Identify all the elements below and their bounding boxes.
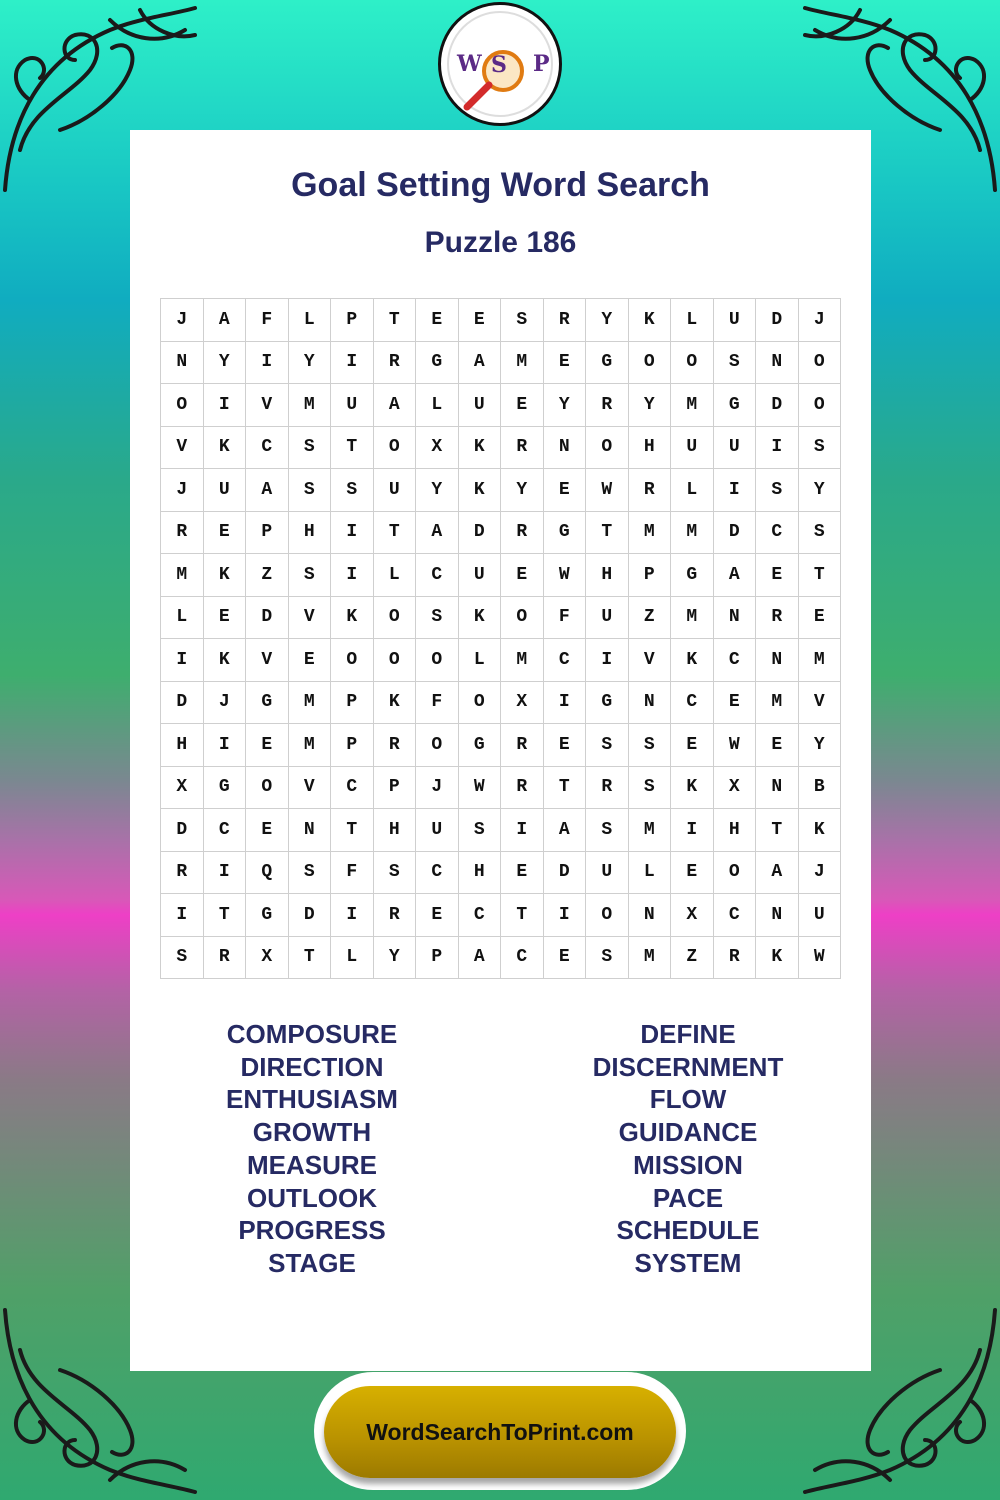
grid-cell[interactable]: C [331, 767, 374, 810]
grid-cell[interactable]: I [204, 384, 247, 427]
grid-cell[interactable]: I [161, 894, 204, 937]
grid-cell[interactable]: U [586, 852, 629, 895]
grid-cell[interactable]: A [459, 342, 502, 385]
grid-cell[interactable]: P [331, 724, 374, 767]
grid-cell[interactable]: E [416, 894, 459, 937]
grid-cell[interactable]: K [204, 554, 247, 597]
grid-cell[interactable]: F [416, 682, 459, 725]
word-item: GUIDANCE [618, 1117, 758, 1148]
grid-cell[interactable]: R [629, 469, 672, 512]
grid-cell[interactable]: A [204, 299, 247, 342]
grid-cell[interactable]: N [544, 427, 587, 470]
grid-cell[interactable]: M [289, 384, 332, 427]
puzzle-number: Puzzle 186 [424, 226, 577, 259]
grid-cell[interactable]: J [161, 469, 204, 512]
grid-cell[interactable]: V [246, 639, 289, 682]
grid-cell[interactable]: C [714, 894, 757, 937]
grid-cell[interactable]: S [501, 299, 544, 342]
grid-cell[interactable]: U [331, 384, 374, 427]
grid-cell[interactable]: D [161, 682, 204, 725]
grid-cell[interactable]: M [671, 512, 714, 555]
grid-cell[interactable]: O [501, 597, 544, 640]
puzzle-title: Goal Setting Word Search [291, 166, 710, 204]
grid-cell[interactable]: R [586, 767, 629, 810]
grid-cell[interactable]: G [544, 512, 587, 555]
grid-cell[interactable]: O [374, 427, 417, 470]
grid-cell[interactable]: S [459, 809, 502, 852]
grid-cell[interactable]: P [629, 554, 672, 597]
word-item: ENTHUSIASM [226, 1084, 398, 1115]
grid-cell[interactable]: R [374, 724, 417, 767]
grid-cell[interactable]: H [586, 554, 629, 597]
grid-cell[interactable]: O [161, 384, 204, 427]
grid-cell[interactable]: K [204, 427, 247, 470]
grid-cell[interactable]: E [544, 469, 587, 512]
grid-cell[interactable]: O [374, 597, 417, 640]
grid-cell[interactable]: Z [246, 554, 289, 597]
grid-cell[interactable]: N [756, 639, 799, 682]
grid-cell[interactable]: R [161, 512, 204, 555]
grid-cell[interactable]: U [586, 597, 629, 640]
grid-cell[interactable]: R [544, 299, 587, 342]
grid-cell[interactable]: U [416, 809, 459, 852]
grid-cell[interactable]: O [416, 724, 459, 767]
grid-cell[interactable]: E [416, 299, 459, 342]
grid-cell[interactable]: E [459, 299, 502, 342]
grid-cell[interactable]: G [246, 894, 289, 937]
grid-cell[interactable]: W [459, 767, 502, 810]
grid-cell[interactable]: I [501, 809, 544, 852]
word-item: PROGRESS [238, 1215, 386, 1246]
grid-cell[interactable]: R [161, 852, 204, 895]
grid-cell[interactable]: C [416, 852, 459, 895]
grid-cell[interactable]: S [714, 342, 757, 385]
grid-cell[interactable]: E [544, 342, 587, 385]
grid-cell[interactable]: T [586, 512, 629, 555]
grid-cell[interactable]: X [671, 894, 714, 937]
grid-cell[interactable]: I [331, 342, 374, 385]
word-item: DISCERNMENT [592, 1051, 784, 1082]
word-item: OUTLOOK [247, 1182, 377, 1213]
grid-cell[interactable]: L [671, 469, 714, 512]
grid-cell[interactable]: E [289, 639, 332, 682]
grid-cell[interactable]: G [671, 554, 714, 597]
grid-cell[interactable]: N [289, 809, 332, 852]
puzzle-card [130, 130, 871, 1371]
grid-cell[interactable]: I [586, 639, 629, 682]
grid-cell[interactable]: D [459, 512, 502, 555]
grid-cell[interactable]: T [331, 809, 374, 852]
grid-cell[interactable]: X [416, 427, 459, 470]
grid-cell[interactable]: H [714, 809, 757, 852]
grid-cell[interactable]: A [246, 469, 289, 512]
grid-cell[interactable]: M [671, 597, 714, 640]
grid-cell[interactable]: O [374, 639, 417, 682]
logo-letter-s: S [491, 52, 507, 78]
word-item: FLOW [649, 1084, 727, 1115]
grid-cell[interactable]: C [246, 427, 289, 470]
grid-cell[interactable]: I [714, 469, 757, 512]
grid-cell[interactable]: R [374, 342, 417, 385]
grid-cell[interactable]: H [161, 724, 204, 767]
grid-cell[interactable]: S [289, 852, 332, 895]
grid-cell[interactable]: O [671, 342, 714, 385]
grid-cell[interactable]: G [416, 342, 459, 385]
grid-cell[interactable]: H [629, 427, 672, 470]
grid-cell[interactable]: T [374, 512, 417, 555]
grid-cell[interactable]: T [544, 767, 587, 810]
grid-cell[interactable]: N [756, 342, 799, 385]
grid-cell[interactable]: I [756, 427, 799, 470]
grid-cell[interactable]: G [204, 767, 247, 810]
grid-cell[interactable]: V [161, 427, 204, 470]
grid-cell[interactable]: T [501, 894, 544, 937]
grid-cell[interactable]: Q [246, 852, 289, 895]
grid-cell[interactable]: U [799, 894, 842, 937]
grid-cell[interactable]: S [629, 767, 672, 810]
grid-cell[interactable]: O [799, 384, 842, 427]
grid-cell[interactable]: D [544, 852, 587, 895]
grid-cell[interactable]: J [799, 299, 842, 342]
site-banner [314, 1372, 686, 1490]
grid-cell[interactable]: E [246, 724, 289, 767]
grid-cell[interactable]: V [629, 639, 672, 682]
word-item: DEFINE [640, 1019, 736, 1049]
grid-cell[interactable]: K [459, 597, 502, 640]
grid-cell[interactable]: K [671, 767, 714, 810]
word-item: MISSION [633, 1149, 743, 1180]
grid-cell[interactable]: N [161, 342, 204, 385]
grid-cell[interactable]: L [289, 299, 332, 342]
grid-cell[interactable]: G [586, 342, 629, 385]
grid-cell[interactable]: R [501, 512, 544, 555]
grid-cell[interactable]: C [756, 512, 799, 555]
grid-cell[interactable]: Y [204, 342, 247, 385]
grid-cell[interactable]: T [204, 894, 247, 937]
grid-cell[interactable]: E [501, 384, 544, 427]
grid-cell[interactable]: S [799, 512, 842, 555]
grid-cell[interactable]: A [374, 384, 417, 427]
grid-cell[interactable]: Y [629, 384, 672, 427]
grid-cell[interactable]: L [416, 384, 459, 427]
grid-cell[interactable]: W [799, 937, 842, 980]
grid-cell[interactable]: J [161, 299, 204, 342]
grid-cell[interactable]: E [714, 682, 757, 725]
site-link[interactable]: WordSearchToPrint.com [324, 1386, 676, 1478]
grid-cell[interactable]: O [629, 342, 672, 385]
grid-cell[interactable]: M [756, 682, 799, 725]
grid-cell[interactable]: J [204, 682, 247, 725]
grid-cell[interactable]: M [629, 512, 672, 555]
grid-cell[interactable]: F [544, 597, 587, 640]
grid-cell[interactable]: Y [501, 469, 544, 512]
grid-cell[interactable]: U [459, 384, 502, 427]
grid-cell[interactable]: I [671, 809, 714, 852]
grid-cell[interactable]: D [756, 299, 799, 342]
logo-letter-p: P [533, 51, 550, 77]
grid-cell[interactable]: N [714, 597, 757, 640]
grid-cell[interactable]: C [416, 554, 459, 597]
grid-cell[interactable]: F [246, 299, 289, 342]
grid-cell[interactable]: S [289, 469, 332, 512]
grid-cell[interactable]: L [629, 852, 672, 895]
grid-cell[interactable]: R [756, 597, 799, 640]
grid-cell[interactable]: O [586, 894, 629, 937]
grid-cell[interactable]: O [459, 682, 502, 725]
grid-cell[interactable]: S [161, 937, 204, 980]
letter-grid [160, 298, 841, 979]
grid-cell[interactable]: N [756, 894, 799, 937]
grid-cell[interactable]: X [161, 767, 204, 810]
grid-cell[interactable]: T [799, 554, 842, 597]
grid-cell[interactable]: T [374, 299, 417, 342]
grid-cell[interactable]: A [544, 809, 587, 852]
grid-cell[interactable]: W [544, 554, 587, 597]
grid-cell[interactable]: S [289, 554, 332, 597]
grid-cell[interactable]: W [714, 724, 757, 767]
grid-cell[interactable]: C [714, 639, 757, 682]
grid-cell[interactable]: G [586, 682, 629, 725]
grid-cell[interactable]: S [331, 469, 374, 512]
grid-cell[interactable]: E [501, 852, 544, 895]
grid-cell[interactable]: D [756, 384, 799, 427]
word-item: SCHEDULE [616, 1215, 760, 1246]
grid-cell[interactable]: N [629, 682, 672, 725]
grid-cell[interactable]: I [204, 852, 247, 895]
grid-cell[interactable]: E [544, 724, 587, 767]
grid-cell[interactable]: J [799, 852, 842, 895]
grid-cell[interactable]: X [246, 937, 289, 980]
grid-cell[interactable]: T [289, 937, 332, 980]
grid-cell[interactable]: Y [544, 384, 587, 427]
word-item: PACE [652, 1182, 724, 1213]
word-item: SYSTEM [634, 1247, 742, 1278]
grid-cell[interactable]: K [756, 937, 799, 980]
grid-cell[interactable]: R [501, 427, 544, 470]
grid-cell[interactable]: I [204, 724, 247, 767]
grid-cell[interactable]: V [289, 597, 332, 640]
grid-cell[interactable]: K [799, 809, 842, 852]
grid-cell[interactable]: S [586, 937, 629, 980]
grid-cell[interactable]: M [629, 937, 672, 980]
grid-cell[interactable]: U [374, 469, 417, 512]
grid-cell[interactable]: C [459, 894, 502, 937]
grid-cell[interactable]: T [756, 809, 799, 852]
grid-cell[interactable]: U [714, 427, 757, 470]
grid-cell[interactable]: P [416, 937, 459, 980]
grid-cell[interactable]: Y [586, 299, 629, 342]
grid-cell[interactable]: Y [374, 937, 417, 980]
grid-cell[interactable]: V [799, 682, 842, 725]
grid-cell[interactable]: K [204, 639, 247, 682]
grid-cell[interactable]: O [586, 427, 629, 470]
grid-cell[interactable]: K [374, 682, 417, 725]
grid-cell[interactable]: L [161, 597, 204, 640]
grid-cell[interactable]: L [331, 937, 374, 980]
grid-cell[interactable]: E [501, 554, 544, 597]
word-item: STAGE [268, 1247, 356, 1278]
grid-cell[interactable]: P [246, 512, 289, 555]
grid-cell[interactable]: E [204, 512, 247, 555]
grid-cell[interactable]: K [459, 427, 502, 470]
grid-cell[interactable]: H [459, 852, 502, 895]
grid-cell[interactable]: R [501, 767, 544, 810]
grid-cell[interactable]: B [799, 767, 842, 810]
grid-cell[interactable]: K [671, 639, 714, 682]
grid-cell[interactable]: X [501, 682, 544, 725]
grid-cell[interactable]: A [756, 852, 799, 895]
grid-cell[interactable]: F [331, 852, 374, 895]
grid-cell[interactable]: W [586, 469, 629, 512]
grid-cell[interactable]: I [331, 894, 374, 937]
grid-cell[interactable]: S [586, 724, 629, 767]
grid-cell[interactable]: M [161, 554, 204, 597]
word-item: DIRECTION [240, 1051, 384, 1082]
grid-cell[interactable]: P [331, 682, 374, 725]
grid-cell[interactable]: M [501, 639, 544, 682]
grid-cell[interactable]: O [799, 342, 842, 385]
grid-cell[interactable]: K [629, 299, 672, 342]
grid-cell[interactable]: Y [416, 469, 459, 512]
grid-cell[interactable]: D [289, 894, 332, 937]
grid-cell[interactable]: S [629, 724, 672, 767]
grid-cell[interactable]: E [756, 724, 799, 767]
grid-cell[interactable]: A [416, 512, 459, 555]
grid-cell[interactable]: Z [629, 597, 672, 640]
grid-cell[interactable]: J [416, 767, 459, 810]
grid-cell[interactable]: S [756, 469, 799, 512]
grid-cell[interactable]: I [246, 342, 289, 385]
grid-cell[interactable]: P [331, 299, 374, 342]
grid-cell[interactable]: L [671, 299, 714, 342]
grid-cell[interactable]: A [459, 937, 502, 980]
grid-cell[interactable]: I [161, 639, 204, 682]
grid-cell[interactable]: U [459, 554, 502, 597]
grid-cell[interactable]: L [374, 554, 417, 597]
grid-cell[interactable]: M [501, 342, 544, 385]
grid-cell[interactable]: S [289, 427, 332, 470]
word-item: MEASURE [246, 1149, 377, 1180]
grid-cell[interactable]: M [671, 384, 714, 427]
grid-cell[interactable]: O [331, 639, 374, 682]
grid-cell[interactable]: T [331, 427, 374, 470]
grid-cell[interactable]: U [671, 427, 714, 470]
grid-cell[interactable]: C [671, 682, 714, 725]
word-item: GROWTH [252, 1117, 372, 1148]
grid-cell[interactable]: E [671, 724, 714, 767]
grid-cell[interactable]: N [629, 894, 672, 937]
grid-cell[interactable]: S [374, 852, 417, 895]
grid-cell[interactable]: S [799, 427, 842, 470]
grid-cell[interactable]: R [374, 894, 417, 937]
grid-cell[interactable]: I [331, 554, 374, 597]
grid-cell[interactable]: S [416, 597, 459, 640]
grid-cell[interactable]: D [714, 512, 757, 555]
grid-cell[interactable]: Y [799, 469, 842, 512]
site-logo[interactable] [438, 2, 562, 126]
grid-cell[interactable]: E [246, 809, 289, 852]
grid-cell[interactable]: N [756, 767, 799, 810]
grid-cell[interactable]: V [289, 767, 332, 810]
grid-cell[interactable]: G [459, 724, 502, 767]
grid-cell[interactable]: I [544, 894, 587, 937]
grid-cell[interactable]: U [714, 299, 757, 342]
grid-cell[interactable]: G [714, 384, 757, 427]
grid-cell[interactable]: Y [799, 724, 842, 767]
grid-cell[interactable]: R [501, 724, 544, 767]
grid-cell[interactable]: V [246, 384, 289, 427]
grid-cell[interactable]: I [544, 682, 587, 725]
grid-cell[interactable]: E [799, 597, 842, 640]
grid-cell[interactable]: Y [289, 342, 332, 385]
word-list-right [508, 1018, 868, 1280]
grid-cell[interactable]: I [331, 512, 374, 555]
grid-cell[interactable]: K [331, 597, 374, 640]
grid-cell[interactable]: C [544, 639, 587, 682]
grid-cell[interactable]: E [204, 597, 247, 640]
grid-cell[interactable]: M [799, 639, 842, 682]
grid-cell[interactable]: Z [671, 937, 714, 980]
grid-cell[interactable]: R [714, 937, 757, 980]
grid-cell[interactable]: O [246, 767, 289, 810]
word-list-left [132, 1018, 492, 1280]
grid-cell[interactable]: H [374, 809, 417, 852]
grid-cell[interactable]: M [289, 682, 332, 725]
grid-cell[interactable]: G [246, 682, 289, 725]
grid-cell[interactable]: R [586, 384, 629, 427]
grid-cell[interactable]: E [756, 554, 799, 597]
grid-cell[interactable]: U [204, 469, 247, 512]
grid-cell[interactable]: M [289, 724, 332, 767]
grid-cell[interactable]: E [544, 937, 587, 980]
grid-cell[interactable]: C [501, 937, 544, 980]
grid-cell[interactable]: R [204, 937, 247, 980]
grid-cell[interactable]: C [204, 809, 247, 852]
logo-letter-w: W [457, 51, 482, 77]
grid-cell[interactable]: E [671, 852, 714, 895]
grid-cell[interactable]: D [161, 809, 204, 852]
word-item: COMPOSURE [226, 1019, 398, 1049]
grid-cell[interactable]: P [374, 767, 417, 810]
grid-cell[interactable]: S [586, 809, 629, 852]
grid-cell[interactable]: H [289, 512, 332, 555]
grid-cell[interactable]: A [714, 554, 757, 597]
grid-cell[interactable]: O [416, 639, 459, 682]
grid-cell[interactable]: L [459, 639, 502, 682]
grid-cell[interactable]: O [714, 852, 757, 895]
grid-cell[interactable]: X [714, 767, 757, 810]
grid-cell[interactable]: M [629, 809, 672, 852]
grid-cell[interactable]: K [459, 469, 502, 512]
grid-cell[interactable]: D [246, 597, 289, 640]
